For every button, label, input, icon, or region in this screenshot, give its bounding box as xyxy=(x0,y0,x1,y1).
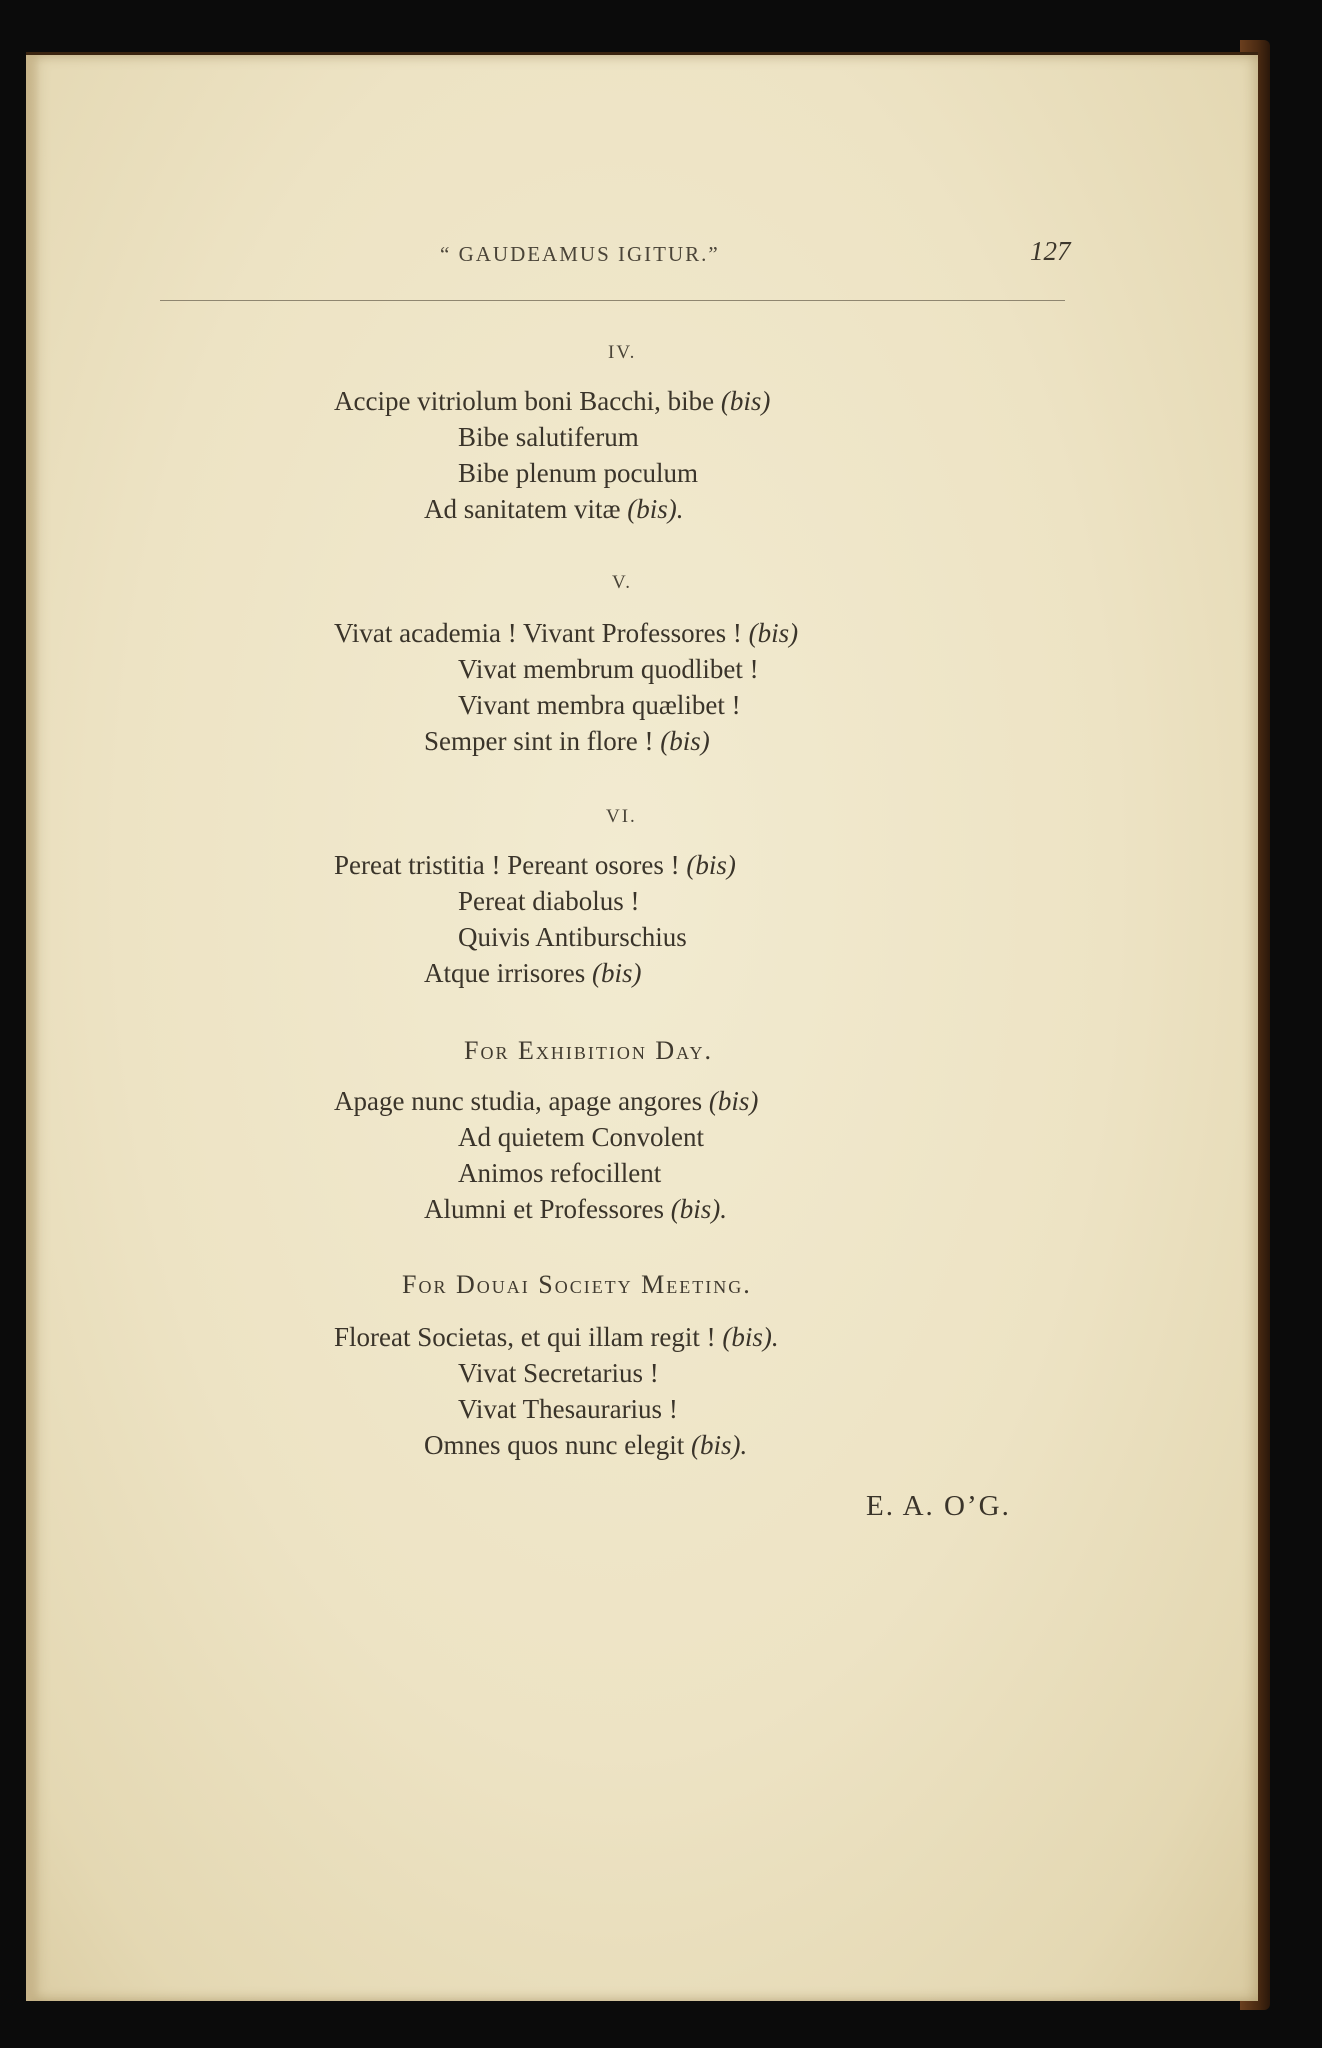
verse-line: Floreat Societas, et qui illam regit ! (bis). xyxy=(334,1322,779,1352)
verse-line: Vivat academia ! Vivant Professores ! (bis) xyxy=(334,618,799,648)
verse-line: Bibe plenum poculum xyxy=(458,458,698,488)
verse-line: Vivat membrum quodlibet ! xyxy=(458,654,759,684)
stanza-heading-v: V. xyxy=(612,572,633,593)
book-page xyxy=(26,52,1258,2001)
author-signature: E. A. O’G. xyxy=(866,1490,1011,1522)
verse-line: Pereat diabolus ! xyxy=(458,886,640,916)
verse-line: Bibe salutiferum xyxy=(458,422,639,452)
stanza-heading-iv: IV. xyxy=(608,342,637,363)
verse-line: Semper sint in flore ! (bis) xyxy=(424,726,710,756)
verse-line: Atque irrisores (bis) xyxy=(424,958,642,988)
verse-line: Ad quietem Convolent xyxy=(458,1122,704,1152)
verse-line: Vivant membra quælibet ! xyxy=(458,690,741,720)
page-number: 127 xyxy=(1030,236,1071,266)
verse-line: Quivis Antiburschius xyxy=(458,922,687,952)
section-heading-exhibition-day: For Exhibition Day. xyxy=(464,1036,713,1065)
stanza-heading-vi: VI. xyxy=(606,806,637,827)
verse-line: Apage nunc studia, apage angores (bis) xyxy=(334,1086,759,1116)
verse-line: Alumni et Professores (bis). xyxy=(424,1194,727,1224)
verse-line: Accipe vitriolum boni Bacchi, bibe (bis) xyxy=(334,386,771,416)
section-heading-douai-society: For Douai Society Meeting. xyxy=(402,1270,752,1299)
running-title: “ GAUDEAMUS IGITUR.” xyxy=(440,242,720,266)
verse-line: Vivat Secretarius ! xyxy=(458,1358,659,1388)
header-rule xyxy=(160,300,1065,301)
verse-line: Animos refocillent xyxy=(458,1158,662,1188)
verse-line: Vivat Thesaurarius ! xyxy=(458,1394,678,1424)
verse-line: Pereat tristitia ! Pereant osores ! (bis) xyxy=(334,850,736,880)
verse-line: Ad sanitatem vitæ (bis). xyxy=(424,494,684,524)
verse-line: Omnes quos nunc elegit (bis). xyxy=(424,1430,748,1460)
page-gutter-shadow xyxy=(26,55,40,2001)
